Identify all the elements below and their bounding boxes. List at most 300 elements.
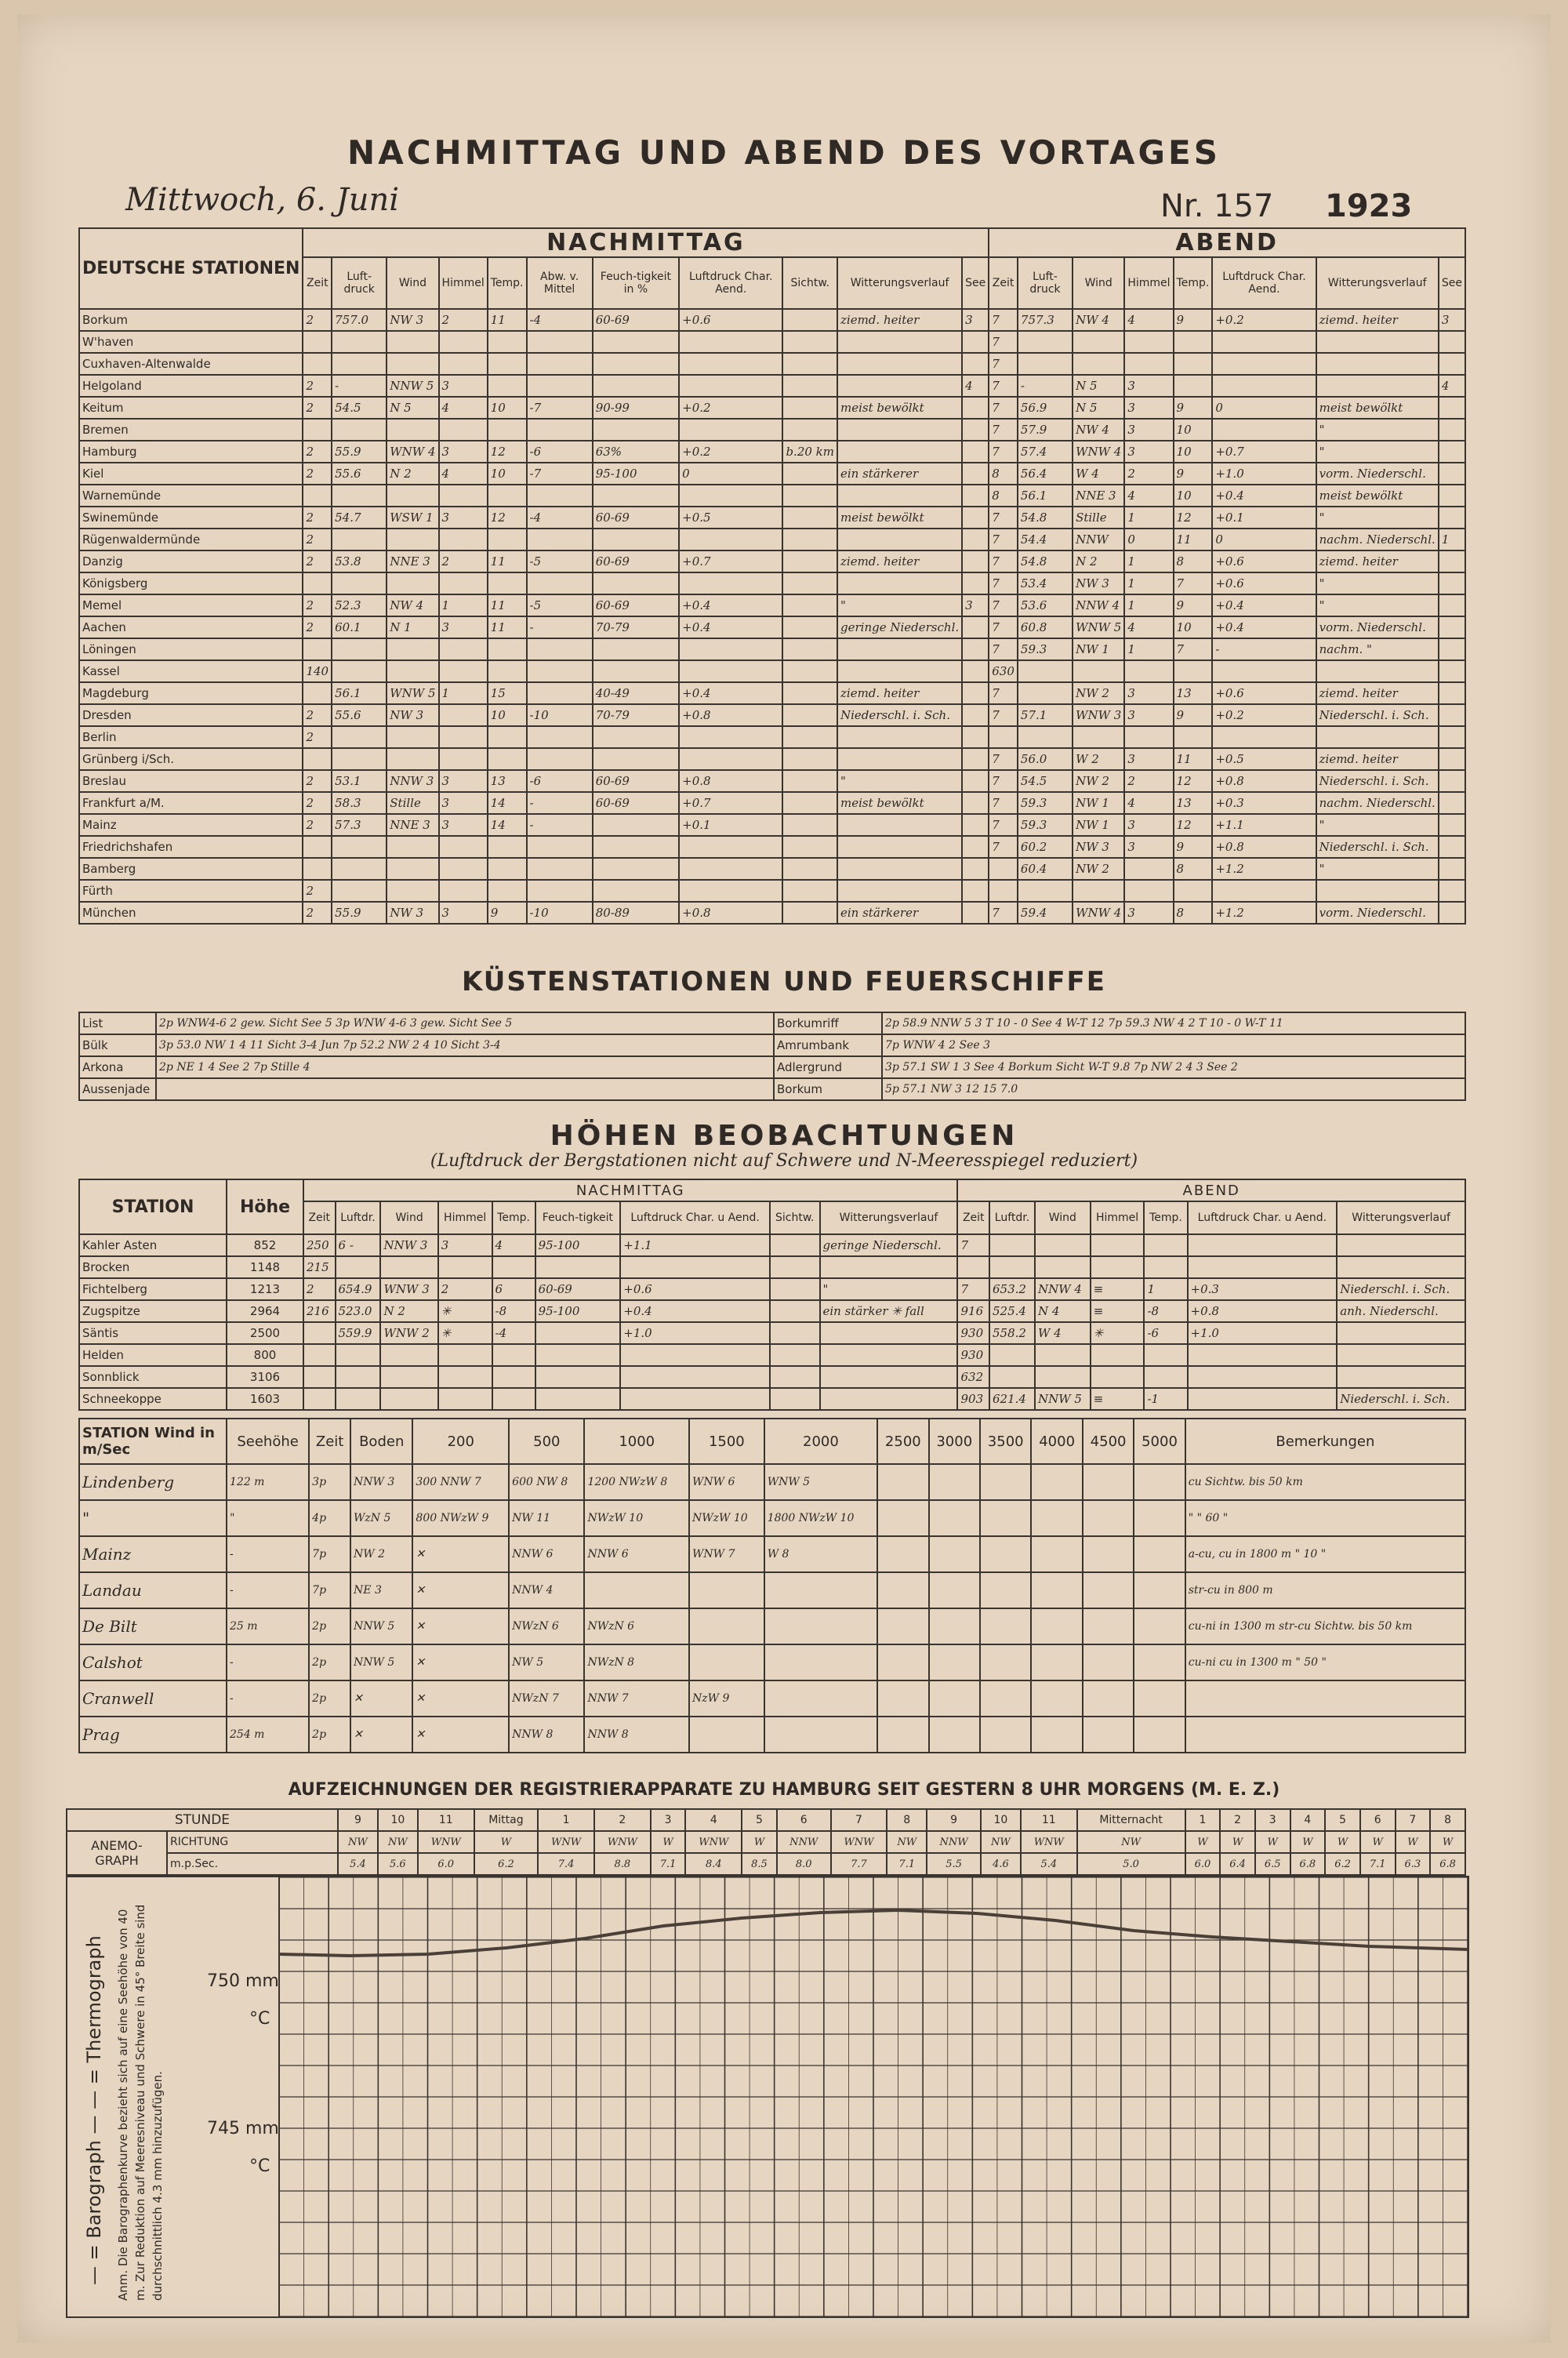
- barograph-chart: [66, 1876, 1469, 2318]
- ev-cell: 13: [1174, 792, 1213, 814]
- pm-cell: [837, 748, 962, 770]
- pm-cell: [332, 485, 387, 507]
- pm-cell: -7: [527, 463, 593, 485]
- ev-cell: 8: [1174, 858, 1213, 880]
- ev-header: Zeit: [957, 1201, 989, 1234]
- pm-cell: geringe Niederschl.: [837, 616, 962, 638]
- pm-cell: [488, 660, 527, 682]
- wind-cell: [1083, 1500, 1134, 1536]
- wind-cell: [1134, 1464, 1185, 1500]
- ev-cell: [1035, 1256, 1091, 1278]
- ev-cell: [1124, 353, 1173, 375]
- wind-cell: [1031, 1572, 1082, 1608]
- ev-cell: [1188, 1234, 1338, 1256]
- pm-cell: [332, 353, 387, 375]
- pm-cell: 60-69: [593, 770, 679, 792]
- pm-cell: 3: [439, 616, 488, 638]
- ev-cell: 7: [989, 682, 1018, 704]
- wind-cell: 7p: [309, 1536, 350, 1572]
- station-name: Fichtelberg: [79, 1278, 227, 1300]
- ev-cell: [1018, 880, 1073, 902]
- pm-header: Witterungsverlauf: [820, 1201, 958, 1234]
- ev-cell: 7: [989, 507, 1018, 529]
- pm-cell: [438, 1256, 492, 1278]
- pm-cell: [593, 726, 679, 748]
- hour-cell: 11: [1021, 1809, 1077, 1831]
- pm-cell: 80-89: [593, 902, 679, 924]
- hour-cell: 5: [1325, 1809, 1360, 1831]
- station-row: [79, 331, 1465, 353]
- pm-cell: [439, 748, 488, 770]
- wind-cell: NNW 5: [350, 1608, 412, 1644]
- ev-cell: [1018, 660, 1073, 682]
- ev-cell: +0.4: [1212, 616, 1316, 638]
- speed-cell: 6.4: [1220, 1853, 1255, 1875]
- pm-cell: [962, 331, 989, 353]
- pm-cell: 2: [303, 507, 332, 529]
- hoehen-group-row: [79, 1179, 1465, 1201]
- coast-row: [79, 1034, 1465, 1056]
- wind-cell: [980, 1536, 1031, 1572]
- ev-cell: W 4: [1073, 463, 1124, 485]
- pm-cell: +0.6: [620, 1278, 770, 1300]
- wind-cell: 254 m: [227, 1717, 309, 1753]
- ev-cell: [1124, 331, 1173, 353]
- ev-cell: 54.5: [1018, 770, 1073, 792]
- pm-cell: N 1: [387, 616, 438, 638]
- ev-cell: ziemd. heiter: [1316, 682, 1439, 704]
- station-name: Danzig: [79, 550, 303, 572]
- ev-cell: 1: [1144, 1278, 1187, 1300]
- pm-cell: 60.1: [332, 616, 387, 638]
- coast-station-right: Borkumriff: [774, 1012, 882, 1034]
- ev-cell: [1212, 660, 1316, 682]
- pm-cell: [303, 1344, 336, 1366]
- ev-cell: ": [1316, 572, 1439, 594]
- ev-cell: [1174, 375, 1213, 397]
- station-row: [79, 507, 1465, 529]
- richtung-cell: WNW: [418, 1831, 474, 1853]
- wind-cell: " " 60 ": [1185, 1500, 1465, 1536]
- station-row: [79, 309, 1465, 331]
- pm-cell: 11: [488, 550, 527, 572]
- ev-cell: [1439, 638, 1465, 660]
- ev-cell: 0: [1124, 529, 1173, 550]
- pm-cell: 2: [303, 770, 332, 792]
- wind-cell: -: [227, 1644, 309, 1680]
- ev-cell: [1439, 572, 1465, 594]
- ev-cell: 1: [1439, 529, 1465, 550]
- pm-cell: 3: [439, 902, 488, 924]
- ev-cell: 3: [1124, 375, 1173, 397]
- wind-cell: [689, 1644, 764, 1680]
- station-name: Frankfurt a/M.: [79, 792, 303, 814]
- ev-cell: ziemd. heiter: [1316, 309, 1439, 331]
- pm-header: Luftdruck Char. u Aend.: [620, 1201, 770, 1234]
- station-name: Helgoland: [79, 375, 303, 397]
- ev-cell: [957, 1256, 989, 1278]
- wind-cell: [1083, 1536, 1134, 1572]
- coast-obs-right: 5p 57.1 NW 3 12 15 7.0: [882, 1078, 1465, 1100]
- pm-cell: [535, 1366, 621, 1388]
- ev-cell: [1212, 353, 1316, 375]
- station-name: Borkum: [79, 309, 303, 331]
- ev-cell: +0.2: [1212, 704, 1316, 726]
- ev-cell: nachm. Niederschl.: [1316, 529, 1439, 550]
- ev-cell: [1124, 660, 1173, 682]
- station-name: Prag: [79, 1717, 227, 1753]
- pm-cell: -: [527, 616, 593, 638]
- pm-cell: [303, 419, 332, 441]
- pm-cell: [962, 397, 989, 419]
- hour-cell: 7: [831, 1809, 887, 1831]
- ev-cell: [1212, 726, 1316, 748]
- wind-cell: 300 NNW 7: [412, 1464, 509, 1500]
- pm-cell: [303, 353, 332, 375]
- ev-cell: 56.9: [1018, 397, 1073, 419]
- hoehen-row: [79, 1300, 1465, 1322]
- pm-cell: +0.4: [679, 594, 782, 616]
- wind-header: 500: [509, 1419, 584, 1464]
- pm-cell: [620, 1344, 770, 1366]
- pm-cell: [387, 485, 438, 507]
- ev-header: Witterungsverlauf: [1337, 1201, 1465, 1234]
- pm-cell: [387, 836, 438, 858]
- richtung-cell: NNW: [927, 1831, 981, 1853]
- richtung-cell: W: [1396, 1831, 1431, 1853]
- pm-cell: [527, 419, 593, 441]
- pm-cell: [439, 485, 488, 507]
- ev-cell: W 2: [1073, 748, 1124, 770]
- speed-cell: 5.6: [378, 1853, 418, 1875]
- station-name: Magdeburg: [79, 682, 303, 704]
- wind-cell: [689, 1608, 764, 1644]
- pm-cell: +1.1: [620, 1234, 770, 1256]
- station-name: Bamberg: [79, 858, 303, 880]
- station-name: Breslau: [79, 770, 303, 792]
- pm-cell: [820, 1388, 958, 1410]
- ev-cell: NW 1: [1073, 814, 1124, 836]
- ev-cell: NW 2: [1073, 770, 1124, 792]
- pm-cell: [492, 1366, 535, 1388]
- pm-cell: [439, 660, 488, 682]
- ev-cell: [1439, 836, 1465, 858]
- wind-cell: [764, 1644, 877, 1680]
- station-name: Aachen: [79, 616, 303, 638]
- ev-cell: 9: [1174, 594, 1213, 616]
- pm-cell: [387, 353, 438, 375]
- y-label-745: 745 mm: [207, 2119, 279, 2138]
- ev-cell: Niederschl. i. Sch.: [1337, 1388, 1465, 1410]
- anemo-label: ANEMO-GRAPH: [67, 1831, 167, 1875]
- station-row: [79, 529, 1465, 550]
- ev-cell: N 5: [1073, 397, 1124, 419]
- ev-cell: NNW 4: [1035, 1278, 1091, 1300]
- pm-cell: 3: [962, 309, 989, 331]
- ev-cell: [1316, 880, 1439, 902]
- coast-table: [78, 1012, 1466, 1101]
- group-nachmittag: NACHMITTAG: [303, 1179, 957, 1201]
- pm-cell: [527, 748, 593, 770]
- wind-row: [79, 1500, 1465, 1536]
- pm-cell: [593, 572, 679, 594]
- ev-cell: [1018, 726, 1073, 748]
- wind-cell: W 8: [764, 1536, 877, 1572]
- pm-header: Sichtw.: [782, 257, 837, 309]
- coast-station-left: Arkona: [79, 1056, 156, 1078]
- wind-header: 4000: [1031, 1419, 1082, 1464]
- ev-cell: [1439, 594, 1465, 616]
- pm-cell: 3: [439, 507, 488, 529]
- pm-cell: 60-69: [593, 309, 679, 331]
- richtung-cell: NW: [981, 1831, 1021, 1853]
- ev-cell: [1212, 419, 1316, 441]
- ev-cell: NW 4: [1073, 309, 1124, 331]
- ev-cell: meist bewölkt: [1316, 397, 1439, 419]
- ev-cell: 7: [989, 375, 1018, 397]
- pm-cell: N 5: [387, 397, 438, 419]
- pm-cell: meist bewölkt: [837, 507, 962, 529]
- ev-cell: 0: [1212, 529, 1316, 550]
- chart-note: Anm. Die Barographenkurve bezieht sich auf eine Seehöhe von 40 m. Zur Reduktion auf Meeresniveau und Schwere in 45° Breite sind durchschnittlich 4.3 mm hinzuzufügen.: [116, 1904, 165, 2301]
- pm-cell: [527, 485, 593, 507]
- pm-cell: [679, 858, 782, 880]
- y-label-c-2: °C: [249, 2156, 270, 2176]
- pm-cell: -: [332, 375, 387, 397]
- speed-cell: 8.4: [685, 1853, 742, 1875]
- pm-cell: 3: [439, 770, 488, 792]
- wind-cell: [980, 1644, 1031, 1680]
- station-row: [79, 792, 1465, 814]
- wind-cell: ✕: [412, 1680, 509, 1717]
- ev-cell: -: [1212, 638, 1316, 660]
- pm-cell: [593, 638, 679, 660]
- ev-cell: 56.1: [1018, 485, 1073, 507]
- ev-cell: 59.3: [1018, 814, 1073, 836]
- ev-cell: [1144, 1234, 1187, 1256]
- richtung-cell: WNW: [594, 1831, 651, 1853]
- coast-row: [79, 1078, 1465, 1100]
- richtung-cell: W: [1290, 1831, 1326, 1853]
- coast-station-left: List: [79, 1012, 156, 1034]
- wind-header-row: [79, 1419, 1465, 1464]
- pm-cell: NNW 3: [387, 770, 438, 792]
- station-name: Sonnblick: [79, 1366, 227, 1388]
- pm-cell: [527, 836, 593, 858]
- pm-cell: -: [527, 814, 593, 836]
- ev-cell: [1073, 880, 1124, 902]
- pm-cell: [837, 353, 962, 375]
- pm-cell: [782, 309, 837, 331]
- pm-cell: [782, 419, 837, 441]
- wind-cell: NNW 7: [584, 1680, 689, 1717]
- pm-cell: 58.3: [332, 792, 387, 814]
- ev-cell: 2: [1124, 770, 1173, 792]
- pm-cell: [837, 836, 962, 858]
- pm-cell: [332, 880, 387, 902]
- wind-cell: a-cu, cu in 1800 m " 10 ": [1185, 1536, 1465, 1572]
- ev-cell: [1174, 726, 1213, 748]
- pm-cell: 3: [439, 814, 488, 836]
- pm-cell: [303, 836, 332, 858]
- station-name: Dresden: [79, 704, 303, 726]
- pm-cell: [820, 1256, 958, 1278]
- ev-cell: NW 1: [1073, 792, 1124, 814]
- station-name: W'haven: [79, 331, 303, 353]
- ev-cell: 60.8: [1018, 616, 1073, 638]
- wind-cell: [1083, 1608, 1134, 1644]
- ev-cell: [1439, 463, 1465, 485]
- richtung-cell: W: [1185, 1831, 1221, 1853]
- ev-cell: [1439, 902, 1465, 924]
- ev-cell: meist bewölkt: [1316, 485, 1439, 507]
- hour-cell: 6: [1360, 1809, 1396, 1831]
- pm-cell: -10: [527, 902, 593, 924]
- wind-cell: NWzN 8: [584, 1644, 689, 1680]
- pm-cell: [962, 419, 989, 441]
- wind-cell: [980, 1572, 1031, 1608]
- ev-cell: 10: [1174, 616, 1213, 638]
- ev-cell: [1439, 331, 1465, 353]
- pm-cell: 2: [303, 726, 332, 748]
- ev-cell: [1439, 419, 1465, 441]
- date-line: Mittwoch, 6. Juni: [125, 182, 400, 218]
- pm-cell: [488, 638, 527, 660]
- pm-cell: [332, 419, 387, 441]
- station-row: [79, 594, 1465, 616]
- ev-cell: 1: [1124, 507, 1173, 529]
- hour-cell: 3: [1255, 1809, 1290, 1831]
- speed-cell: 4.6: [981, 1853, 1021, 1875]
- wind-cell: [877, 1500, 928, 1536]
- ev-cell: [989, 858, 1018, 880]
- wind-cell: [980, 1680, 1031, 1717]
- speed-cell: 5.4: [1021, 1853, 1077, 1875]
- station-name: Grünberg i/Sch.: [79, 748, 303, 770]
- pm-cell: [770, 1366, 820, 1388]
- pm-cell: [782, 814, 837, 836]
- pm-cell: [387, 748, 438, 770]
- wind-cell: [1185, 1680, 1465, 1717]
- station-name: Keitum: [79, 397, 303, 419]
- ev-cell: Niederschl. i. Sch.: [1337, 1278, 1465, 1300]
- ev-cell: 4: [1124, 792, 1173, 814]
- pm-cell: [962, 682, 989, 704]
- station-height: 1603: [227, 1388, 303, 1410]
- hoehen-row: [79, 1234, 1465, 1256]
- pm-cell: [488, 375, 527, 397]
- ev-cell: +0.8: [1188, 1300, 1338, 1322]
- pm-cell: +0.7: [679, 550, 782, 572]
- richtung-cell: WNW: [685, 1831, 742, 1853]
- wind-row: [79, 1644, 1465, 1680]
- ev-cell: [1144, 1344, 1187, 1366]
- pm-cell: WSW 1: [387, 507, 438, 529]
- ev-cell: 54.4: [1018, 529, 1073, 550]
- pm-cell: 57.3: [332, 814, 387, 836]
- pm-cell: 3: [439, 375, 488, 397]
- pm-cell: [770, 1322, 820, 1344]
- pm-cell: [962, 836, 989, 858]
- issue-number: Nr. 157: [1160, 188, 1274, 224]
- pm-cell: [492, 1344, 535, 1366]
- richtung-cell: NW: [887, 1831, 927, 1853]
- pm-cell: [527, 660, 593, 682]
- coast-obs-left: 2p NE 1 4 See 2 7p Stille 4: [156, 1056, 774, 1078]
- wind-cell: ✕: [412, 1644, 509, 1680]
- station-height: 1213: [227, 1278, 303, 1300]
- ev-header: Wind: [1073, 257, 1124, 309]
- pm-cell: 95-100: [535, 1300, 621, 1322]
- pm-cell: 54.5: [332, 397, 387, 419]
- ev-cell: ": [1316, 507, 1439, 529]
- station-name: Calshot: [79, 1644, 227, 1680]
- ev-cell: 57.1: [1018, 704, 1073, 726]
- pm-cell: [387, 572, 438, 594]
- pm-header: Feuch-tigkeit: [535, 1201, 621, 1234]
- ev-cell: 7: [989, 529, 1018, 550]
- ev-cell: ziemd. heiter: [1316, 748, 1439, 770]
- wind-cell: [929, 1717, 980, 1753]
- pm-cell: [837, 331, 962, 353]
- ev-cell: 12: [1174, 770, 1213, 792]
- wind-cell: ✕: [412, 1717, 509, 1753]
- pm-cell: [679, 748, 782, 770]
- pm-cell: [593, 419, 679, 441]
- coast-station-right: Amrumbank: [774, 1034, 882, 1056]
- richtung-cell: WNW: [831, 1831, 887, 1853]
- ev-cell: [1035, 1234, 1091, 1256]
- pm-cell: [387, 529, 438, 550]
- wind-cell: [1134, 1644, 1185, 1680]
- ev-cell: 3: [1124, 397, 1173, 419]
- ev-cell: [1124, 880, 1173, 902]
- pm-cell: ✳: [438, 1300, 492, 1322]
- ev-cell: NW 1: [1073, 638, 1124, 660]
- ev-cell: 8: [989, 463, 1018, 485]
- station-row: [79, 638, 1465, 660]
- station-row: [79, 419, 1465, 441]
- ev-cell: +0.3: [1212, 792, 1316, 814]
- station-name: Kiel: [79, 463, 303, 485]
- stations-table: [78, 227, 1466, 925]
- pm-cell: ein stärkerer: [837, 463, 962, 485]
- ev-cell: ": [1316, 419, 1439, 441]
- hoehen-table: [78, 1179, 1466, 1411]
- pm-cell: 2: [303, 880, 332, 902]
- speed-cell: 6.8: [1430, 1853, 1465, 1875]
- ev-cell: [1337, 1322, 1465, 1344]
- pm-cell: [535, 1344, 621, 1366]
- pm-cell: [527, 572, 593, 594]
- pm-cell: [679, 331, 782, 353]
- pm-cell: -10: [527, 704, 593, 726]
- speed-cell: 7.1: [1360, 1853, 1396, 1875]
- ev-cell: NNW 5: [1035, 1388, 1091, 1410]
- pm-cell: [336, 1256, 381, 1278]
- pm-cell: [782, 726, 837, 748]
- pm-cell: [837, 572, 962, 594]
- pm-cell: ziemd. heiter: [837, 550, 962, 572]
- station-name: Cranwell: [79, 1680, 227, 1717]
- hour-cell: 2: [1220, 1809, 1255, 1831]
- ev-cell: 7: [989, 616, 1018, 638]
- speed-cell: 5.4: [338, 1853, 378, 1875]
- richtung-cell: W: [1255, 1831, 1290, 1853]
- pm-cell: [962, 704, 989, 726]
- pm-cell: [962, 792, 989, 814]
- pm-cell: [336, 1344, 381, 1366]
